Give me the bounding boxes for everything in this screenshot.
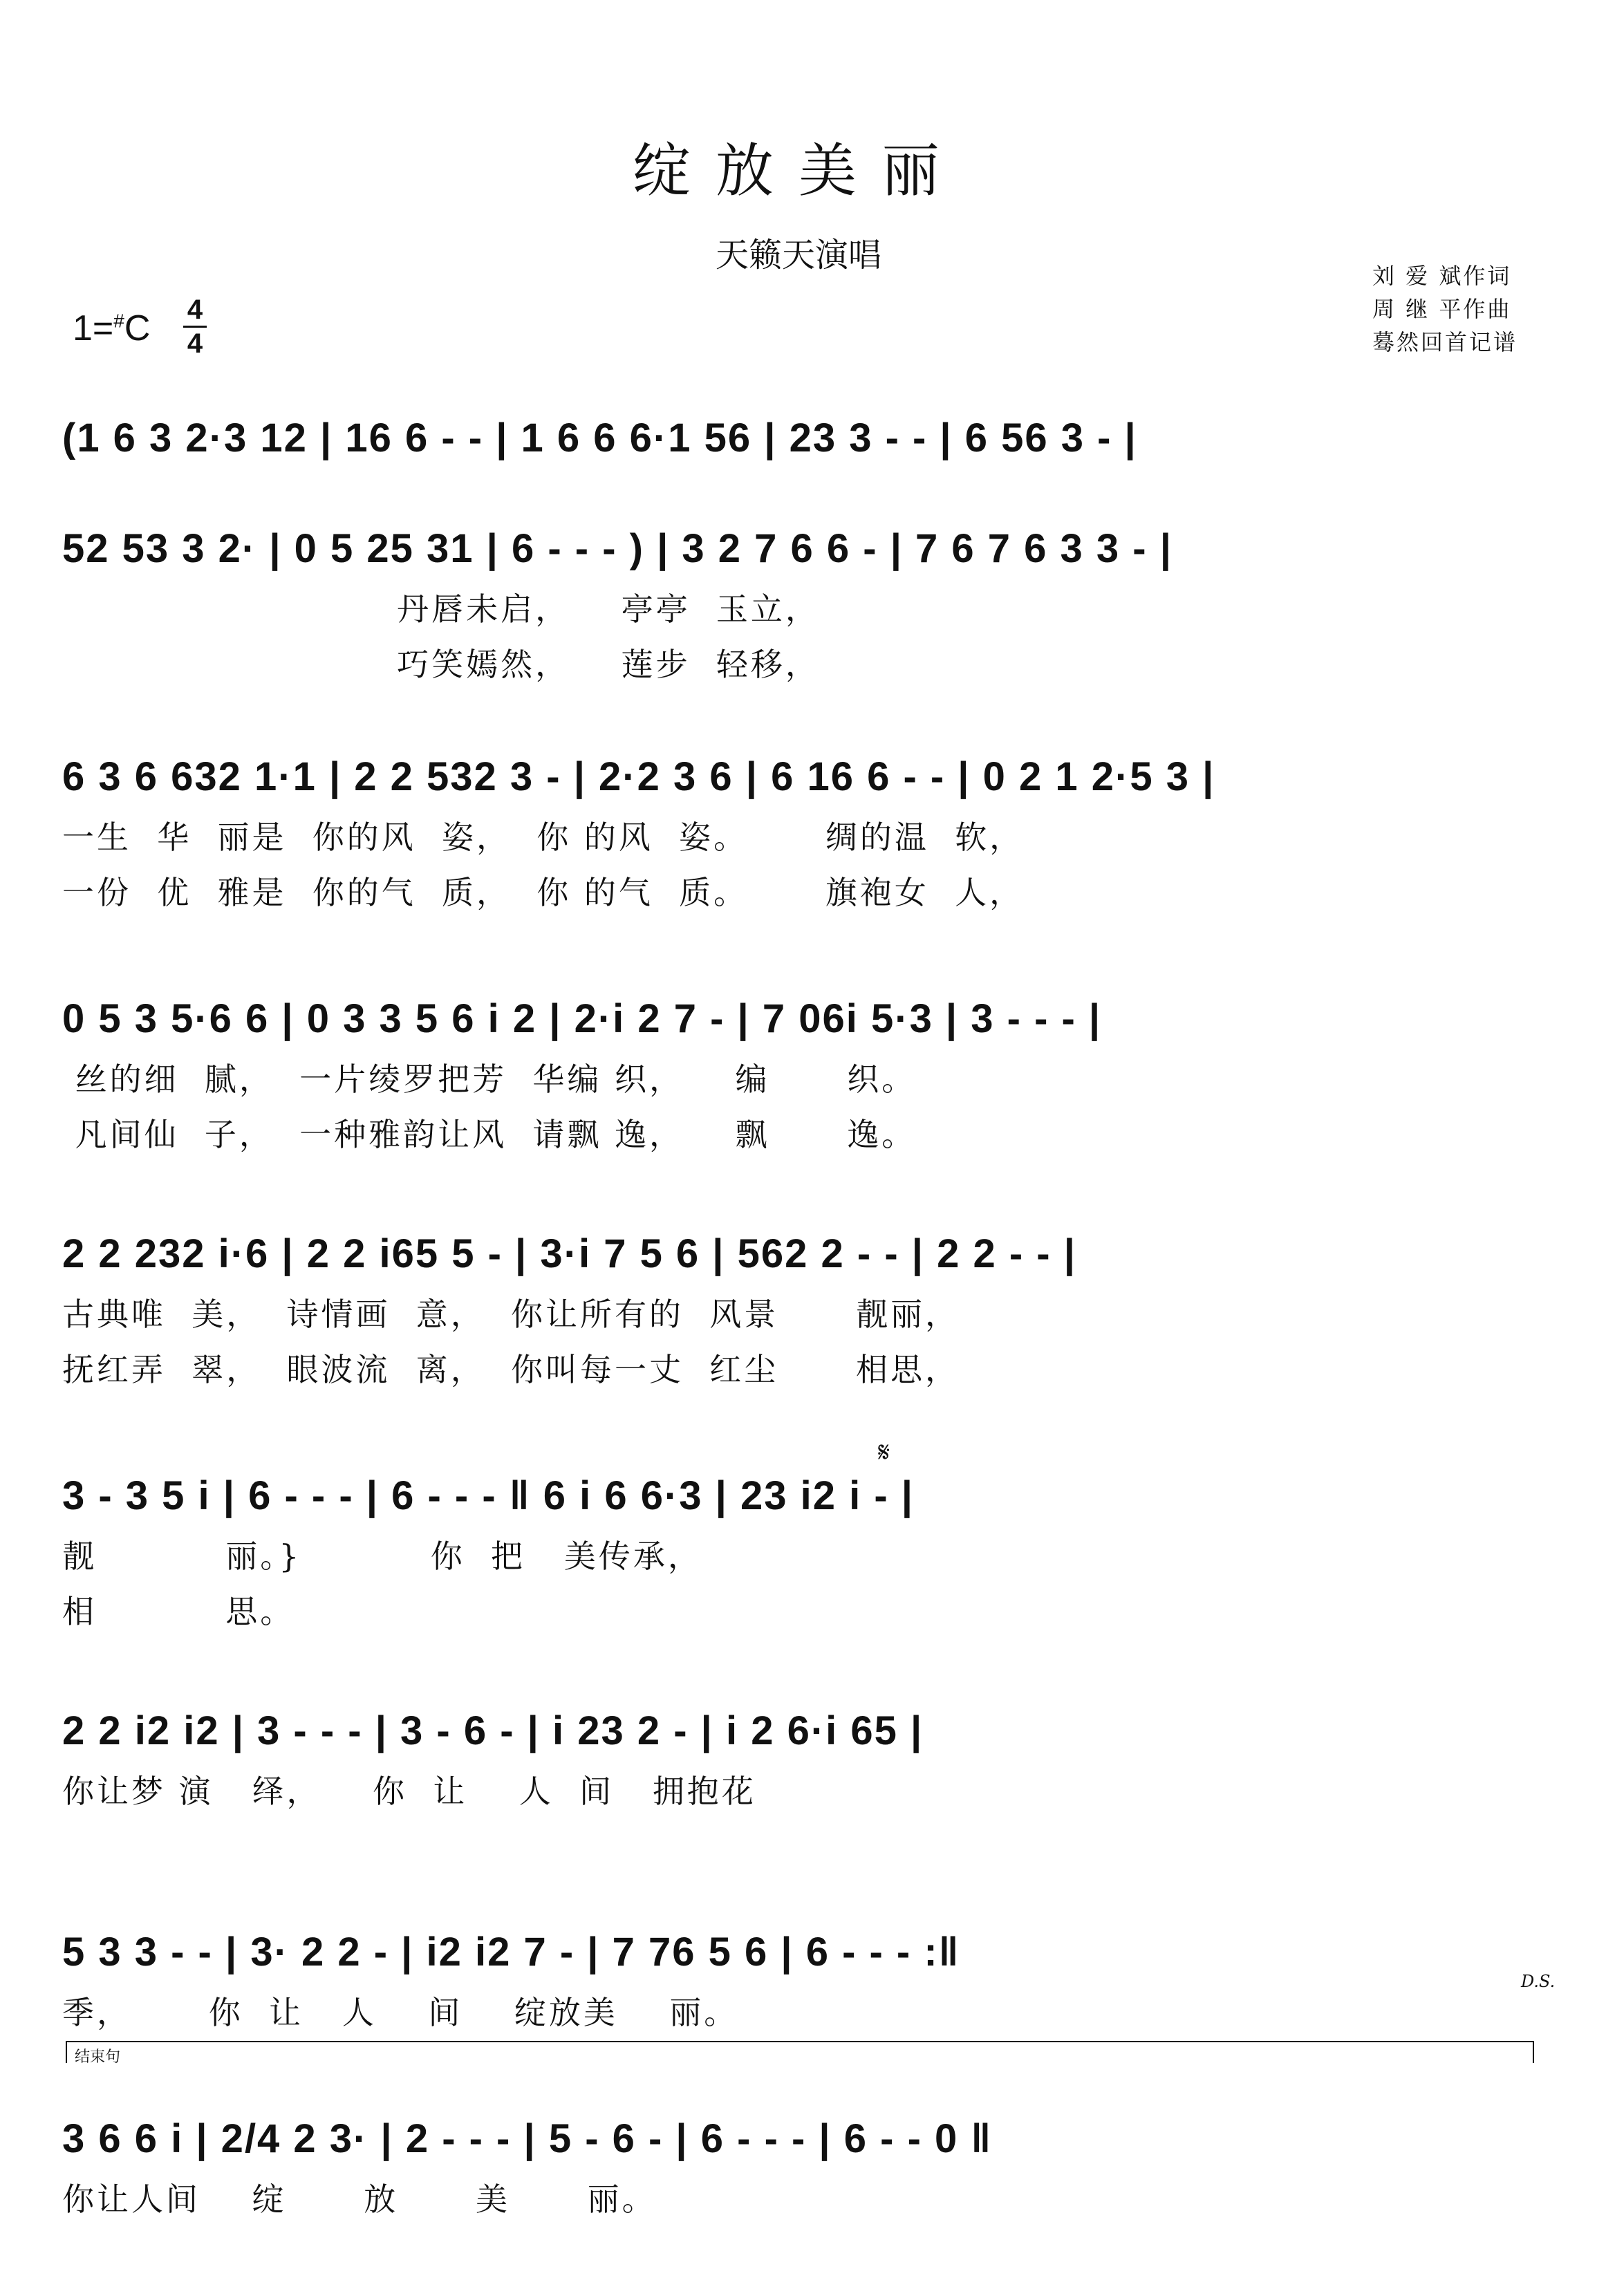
author-credits: [1372, 259, 1580, 359]
lyric-line: 古典唯 美， 诗情画 意， 你让所有的 风景 靓丽，: [62, 1296, 960, 1333]
song-title: 绽放美丽: [632, 137, 964, 205]
lyric-line: 凡间仙 子， 一种雅韵让风 请飘 逸， 飘 逸。: [62, 1116, 917, 1153]
ending-bracket: [66, 2041, 1534, 2063]
notation-line: 3 - 3 5 i | 6 - - - | 6 - - - ‖ 6 i 6 6·3 | 23 i2 i - |: [62, 1473, 914, 1518]
ending-label: 结束句: [75, 2048, 121, 2066]
lyric-line: 一份 优 雅是 你的气 质， 你 的气 质。 旗袍女 人，: [62, 874, 1025, 911]
notation-line: 52 53 3 2· | 0 5 25 31 | 6 - - - ) | 3 2 7 6 6 - | 7 6 7 6 3 3 - |: [62, 526, 1173, 571]
ds-marking: D.S.: [1521, 1972, 1556, 1991]
lyric-line: 抚红弄 翠， 眼波流 离， 你叫每一丈 红尘 相思，: [62, 1351, 960, 1388]
notation-line: 3 6 6 i | 2/4 2 3· | 2 - - - | 5 - 6 - | 6 - - - | 6 - - 0 ‖: [62, 2116, 993, 2161]
key-signature: [73, 308, 150, 349]
lyric-line: 靓 丽。} 你 把 美传承，: [62, 1538, 702, 1575]
notation-line: 5 3 3 - - | 3· 2 2 - | i2 i2 7 - | 7 76 5 6 | 6 - - - :‖: [62, 1930, 960, 1975]
lyric-line: 你让人间 绽 放 美 丽。: [62, 2181, 657, 2218]
lyric-line: 一生 华 丽是 你的风 姿， 你 的风 姿。 绸的温 软，: [62, 819, 1025, 856]
notation-line: 2 2 i2 i2 | 3 - - - | 3 - 6 - | i 23 2 - | i 2 6·i 65 |: [62, 1708, 924, 1753]
notation-line: 0 5 3 5·6 6 | 0 3 3 5 6 i 2 | 2·i 2 7 - | 7 06i 5·3 | 3 - - - |: [62, 996, 1102, 1041]
meter-bottom: 4: [187, 328, 203, 359]
sharp-sign: #: [113, 310, 124, 332]
lyric-line: 丹唇未启， 亭亭 玉立，: [62, 590, 820, 628]
composer-credit: 周 继 平作曲: [1372, 296, 1512, 322]
lyric-line: 相 思。: [62, 1593, 295, 1630]
lyric-line: 丝的细 腻， 一片绫罗把芳 华编 织， 编 织。: [62, 1061, 917, 1098]
key-prefix: 1=: [73, 308, 114, 348]
key-tonic: C: [124, 308, 151, 348]
meter-top: 4: [187, 295, 203, 325]
lyric-line: 巧笑嫣然， 莲步 轻移，: [62, 646, 820, 683]
singer-credit: 天籁天演唱: [715, 236, 881, 274]
notation-line: (1 6 3 2·3 12 | 16 6 - - | 1 6 6 6·1 56 | 23 3 - - | 6 56 3 - |: [62, 416, 1137, 460]
segno-sign: 𝄋: [878, 1437, 890, 1468]
notation-line: 6 3 6 632 1·1 | 2 2 532 3 - | 2·2 3 6 | 6 16 6 - - | 0 2 1 2·5 3 |: [62, 754, 1215, 799]
lyric-line: 季， 你 让 人 间 绽放美 丽。: [62, 1994, 739, 2031]
lyric-line: 你让梦 演 绎， 你 让 人 间 拥抱花: [62, 1773, 756, 1810]
time-signature: [181, 294, 209, 360]
lyricist-credit: 刘 爱 斌作词: [1372, 263, 1512, 289]
transcriber-credit: 蓦然回首记谱: [1372, 329, 1518, 355]
notation-line: 2 2 232 i·6 | 2 2 i65 5 - | 3·i 7 5 6 | 562 2 - - | 2 2 - - |: [62, 1231, 1076, 1276]
